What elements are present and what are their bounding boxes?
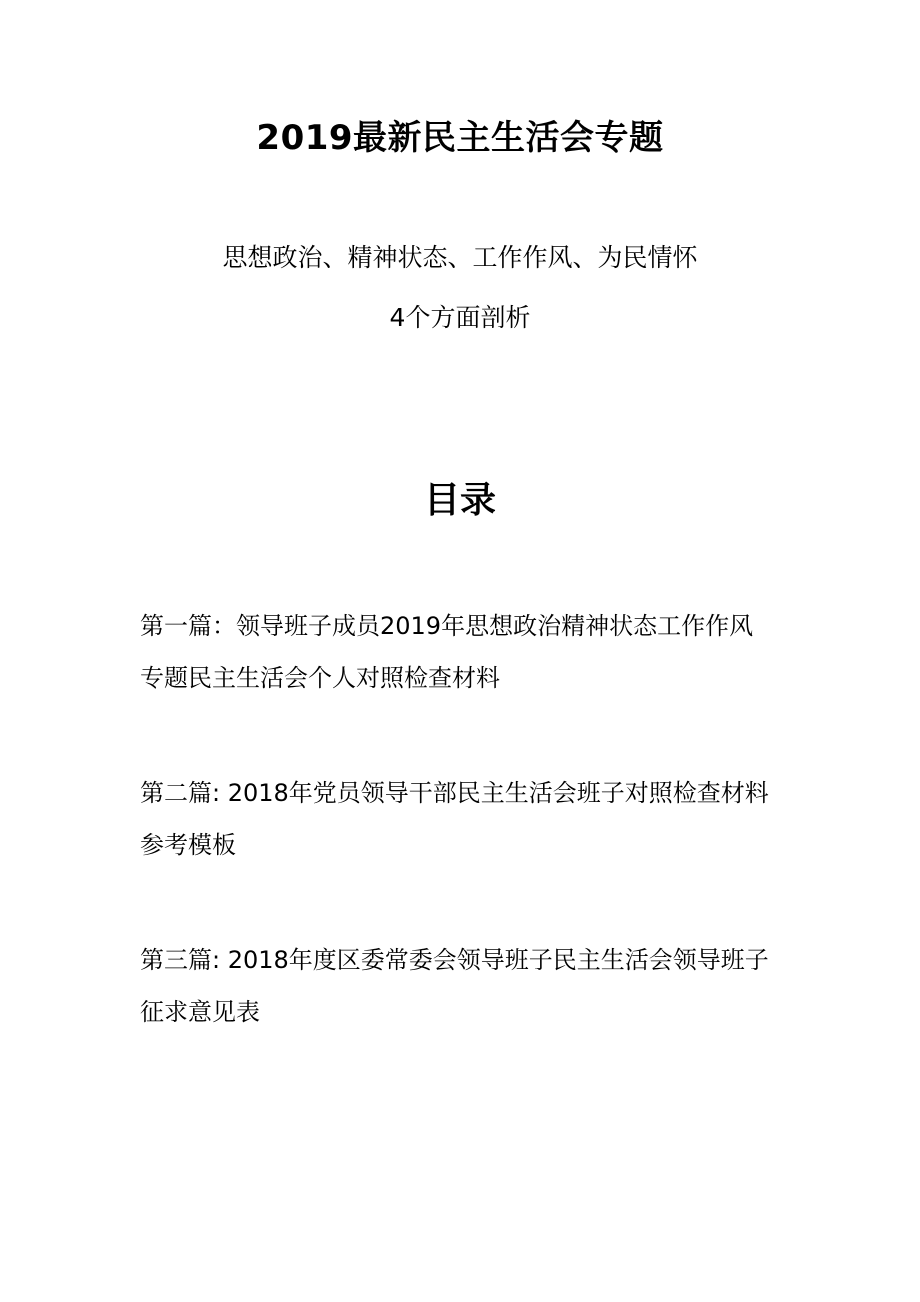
toc-list [140,600,800,1038]
toc-item-1: 第一篇：领导班子成员2019年思想政治精神状态工作作风 专题民主生活会个人对照检查材料 [140,612,754,692]
toc-heading: 目录 [423,480,496,521]
document-title: 2019最新民主生活会专题 [256,118,664,158]
toc-item-3: 第三篇: 2018年度区委常委会领导班子民主生活会领导班子 征求意见表 [140,946,769,1026]
document-subtitle-line-1: 思想政治、精神状态、工作作风、为民情怀 [222,243,698,272]
toc-item-2: 第二篇: 2018年党员领导干部民主生活会班子对照检查材料 参考模板 [140,779,769,859]
document-subtitle-line-2: 4个方面剖析 [389,303,531,332]
